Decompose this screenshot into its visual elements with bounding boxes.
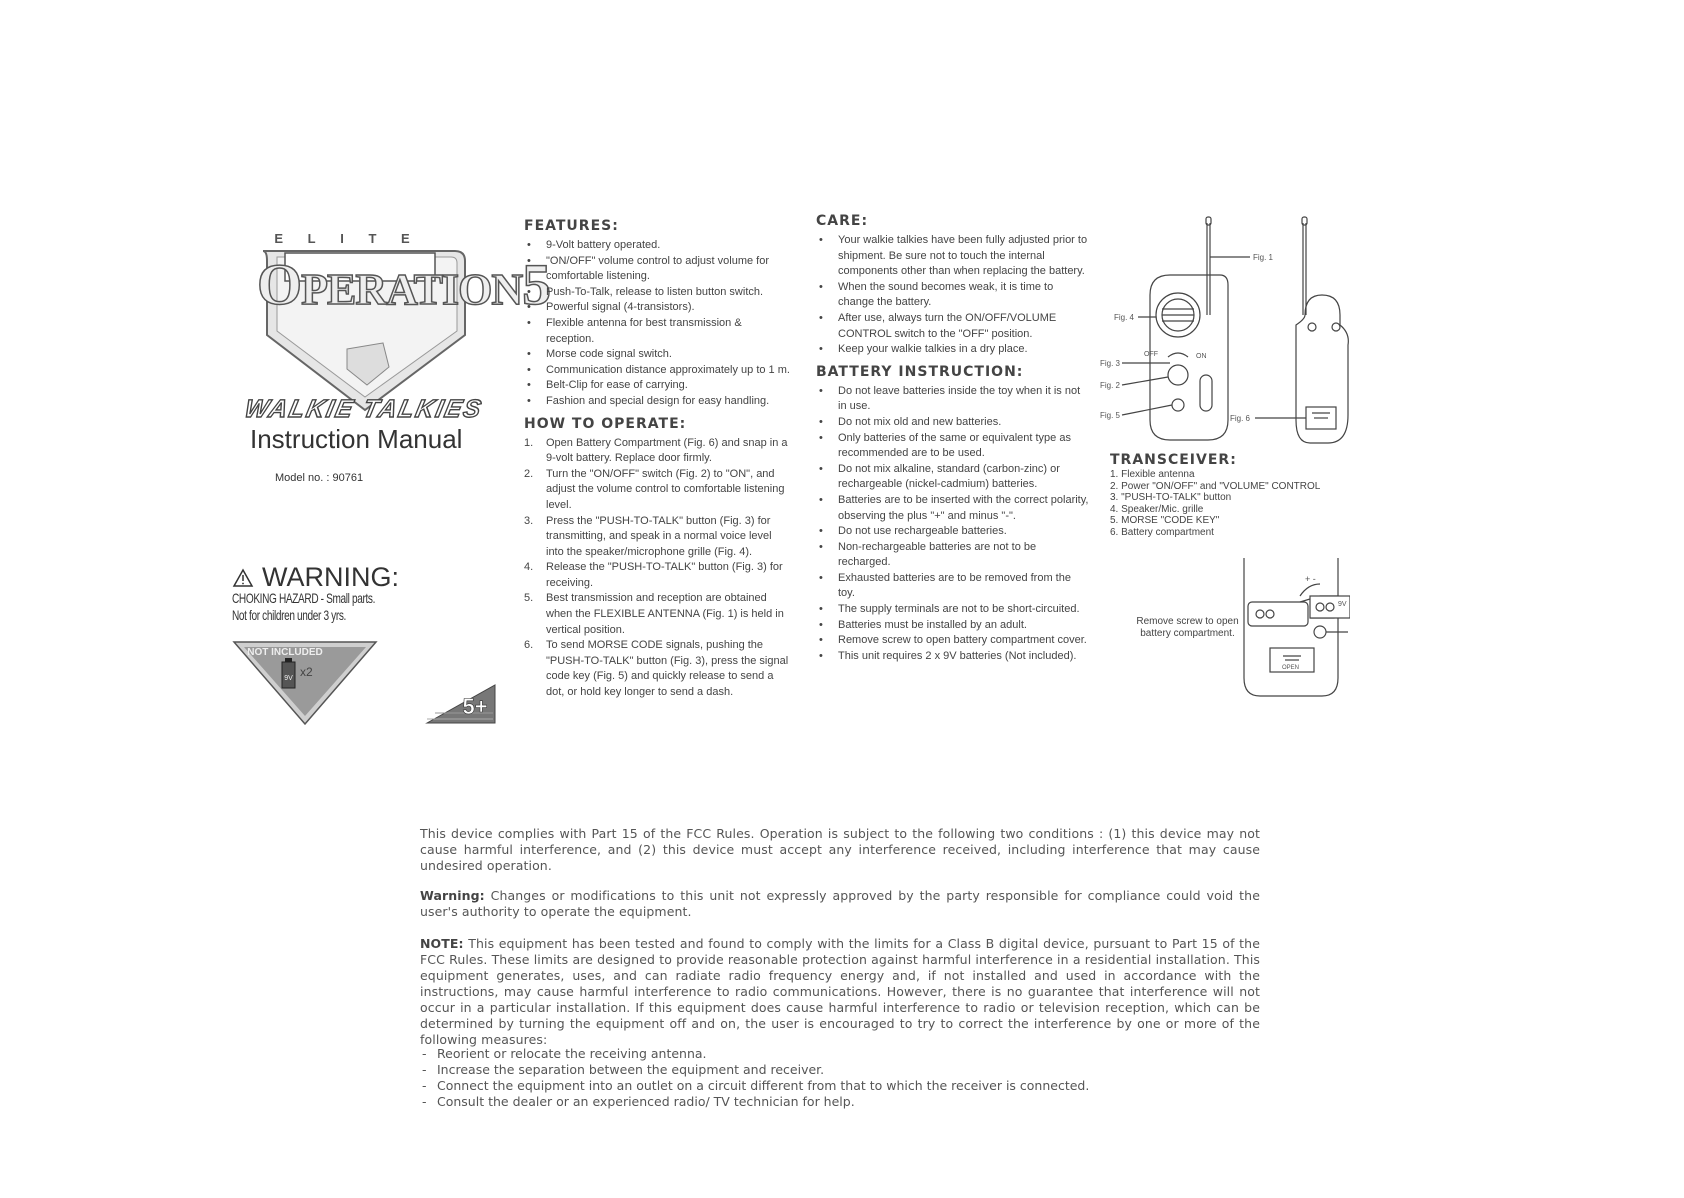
fcc-note-text: This equipment has been tested and found to comply with the limits for a Class B digital device, pursuant to Part 15 of the FCC Rules. These limits are designed to provide reasonable protection against harmful interference in a residential installation. This equipment generates, uses, and can radiate radio frequency energy and, if not installed and used in accordance with the instructions, may cause harmful interference to radio communications. However, there is no guarantee that interference will not occur in a particular installation. If this equipment does cause harmful interference to radio or television reception, which can be determined by turning the equipment off and on, the user is encouraged to try to correct the interference by one or more of the following measures: — [420, 936, 1260, 1047]
how-to-heading: HOW TO OPERATE: — [524, 415, 687, 432]
product-subtitle: WALKIE TALKIES — [242, 395, 486, 423]
list-item: 3. "PUSH-TO-TALK" button — [1110, 492, 1232, 503]
list-item: 1. Open Battery Compartment (Fig. 6) and snap in a 9-volt battery. Replace door firmly. — [524, 436, 788, 465]
walkie-talkie-diagram — [1100, 215, 1370, 450]
fig-4-label: Fig. 4 — [1114, 313, 1135, 322]
badge-label: NOT INCLUDED — [247, 647, 323, 658]
warning-triangle-icon — [232, 568, 254, 588]
battery-heading: BATTERY INSTRUCTION: — [816, 363, 1024, 380]
age-label: 5+ — [462, 694, 488, 719]
features-heading: FEATURES: — [524, 218, 619, 234]
list-item: • Fashion and special design for easy handling. — [524, 394, 792, 410]
list-item: - Consult the dealer or an experienced radio/ TV technician for help. — [420, 1094, 1260, 1110]
fig-2-label: Fig. 2 — [1100, 381, 1121, 390]
battery-not-included-badge — [230, 638, 380, 728]
polarity-label: + - — [1305, 574, 1316, 584]
transceiver-legend — [1110, 452, 1320, 538]
list-item: • When the sound becomes weak, it is time to change the battery. — [816, 280, 1090, 311]
on-label: ON — [1196, 353, 1207, 360]
list-item: • The supply terminals are not to be short-circuited. — [816, 602, 1090, 618]
list-item: • After use, always turn the ON/OFF/VOLUME CONTROL switch to the "OFF" position. — [816, 311, 1090, 342]
care-list — [816, 233, 1090, 358]
badge-battery-label: 9V — [284, 675, 293, 682]
fcc-measures — [420, 1046, 1260, 1110]
list-item: 4. Speaker/Mic. grille — [1110, 503, 1204, 515]
list-item: • Do not mix old and new batteries. — [816, 415, 1090, 431]
list-item: 3. Press the "PUSH-TO-TALK" button (Fig. 3) for transmitting, and speak in a normal voice level into the speaker/microphone grille (Fig. 4). — [524, 514, 772, 558]
list-item: • This unit requires 2 x 9V batteries (Not included). — [816, 649, 1090, 665]
fcc-warning-label: Warning: — [420, 888, 485, 903]
list-item: • Batteries must be installed by an adult. — [816, 618, 1090, 634]
list-item: • Remove screw to open battery compartment cover. — [816, 633, 1090, 649]
fcc-note-paragraph — [420, 936, 1260, 1048]
screw-note: Remove screw to open battery compartment. — [1136, 616, 1239, 639]
battery-9v-label: 9V — [1338, 601, 1347, 608]
list-item: • Do not mix alkaline, standard (carbon-zinc) or rechargeable (nickel-cadmium) batteries. — [816, 462, 1090, 493]
how-to-steps — [524, 436, 792, 701]
warning-line-2: Not for children under 3 yrs. — [232, 607, 346, 623]
list-item: 1. Flexible antenna — [1110, 469, 1195, 480]
fcc-note-label: NOTE: — [420, 936, 464, 951]
list-item: • Exhausted batteries are to be removed from the toy. — [816, 571, 1090, 602]
warning-heading — [232, 562, 399, 593]
fig-1-label: Fig. 1 — [1253, 253, 1274, 262]
list-item: • Only batteries of the same or equivalent type as recommended are to be used. — [816, 431, 1090, 462]
open-label: OPEN — [1282, 665, 1300, 671]
list-item: • Keep your walkie talkies in a dry place. — [816, 342, 1090, 358]
list-item: 2. Power "ON/OFF" and "VOLUME" CONTROL — [1110, 480, 1321, 492]
list-item: • Batteries are to be inserted with the correct polarity, observing the plus "+" and minus "-". — [816, 493, 1090, 524]
list-item: • 9-Volt battery operated. — [524, 238, 792, 254]
features-column — [524, 218, 792, 701]
logo-elite-letters: E L I T E — [274, 231, 412, 246]
list-item: • Non-rechargeable batteries are not to be recharged. — [816, 540, 1090, 571]
list-item: • Belt-Clip for ease of carrying. — [524, 378, 792, 394]
fcc-compliance-paragraph: This device complies with Part 15 of the FCC Rules. Operation is subject to the following two conditions : (1) this device may not cause harmful interference, and (2) this device must accept any interference received, including interference that may cause undesired operation. — [420, 826, 1260, 873]
care-column — [816, 213, 1090, 664]
off-label: OFF — [1144, 351, 1158, 358]
badge-count: x2 — [300, 665, 313, 679]
list-item: - Reorient or relocate the receiving antenna. — [420, 1046, 1260, 1062]
list-item: 5. MORSE "CODE KEY" — [1110, 515, 1220, 526]
list-item: - Increase the separation between the equipment and receiver. — [420, 1062, 1260, 1078]
list-item: 6. To send MORSE CODE signals, pushing the "PUSH-TO-TALK" button (Fig. 3), press the signal code key (Fig. 5) and quickly release to send a dot, or hold key longer to send a dash. — [524, 639, 789, 699]
fig-6-label: Fig. 6 — [1230, 414, 1251, 423]
list-item: 2. Turn the "ON/OFF" switch (Fig. 2) to "ON", and adjust the volume control to comfortable listening level. — [524, 467, 785, 511]
list-item: • Do not leave batteries inside the toy when it is not in use. — [816, 384, 1090, 415]
fcc-warning-paragraph — [420, 888, 1260, 920]
list-item: • Communication distance approximately up to 1 m. — [524, 363, 792, 379]
list-item: 5. Best transmission and reception are obtained when the FLEXIBLE ANTENNA (Fig. 1) is held in vertical position. — [524, 592, 784, 636]
list-item: • Do not use rechargeable batteries. — [816, 524, 1090, 540]
features-list — [524, 238, 792, 410]
age-badge — [425, 683, 515, 725]
list-item: • Powerful signal (4-transistors). — [524, 300, 792, 316]
battery-list — [816, 384, 1090, 665]
warning-title: WARNING: — [262, 562, 399, 592]
fcc-warning-text: Changes or modifications to this unit not expressly approved by the party responsible for compliance could void the user's authority to operate the equipment. — [420, 888, 1260, 919]
fig-3-label: Fig. 3 — [1100, 359, 1121, 368]
list-item: 4. Release the "PUSH-TO-TALK" button (Fig. 3) for receiving. — [524, 561, 783, 589]
list-item: • Morse code signal switch. — [524, 347, 792, 363]
list-item: • Your walkie talkies have been fully adjusted prior to shipment. Be sure not to touch the internal components other than when replacing the battery. — [816, 233, 1090, 280]
model-number: Model no. : 90761 — [275, 472, 364, 484]
list-item: • Flexible antenna for best transmission & reception. — [524, 316, 792, 347]
transceiver-heading: TRANSCEIVER: — [1110, 452, 1237, 468]
list-item: • "ON/OFF" volume control to adjust volume for comfortable listening. — [524, 254, 792, 285]
transceiver-list — [1110, 469, 1320, 538]
page-title: Instruction Manual — [250, 424, 463, 454]
care-heading: CARE: — [816, 213, 869, 229]
list-item: 6. Battery compartment — [1110, 526, 1214, 538]
logo-operation-word: OPERATION5 — [257, 252, 551, 317]
list-item: - Connect the equipment into an outlet on a circuit different from that to which the receiver is connected. — [420, 1078, 1260, 1094]
warning-line-1: CHOKING HAZARD - Small parts. — [232, 590, 376, 606]
fig-5-label: Fig. 5 — [1100, 411, 1121, 420]
list-item: • Push-To-Talk, release to listen button switch. — [524, 285, 792, 301]
